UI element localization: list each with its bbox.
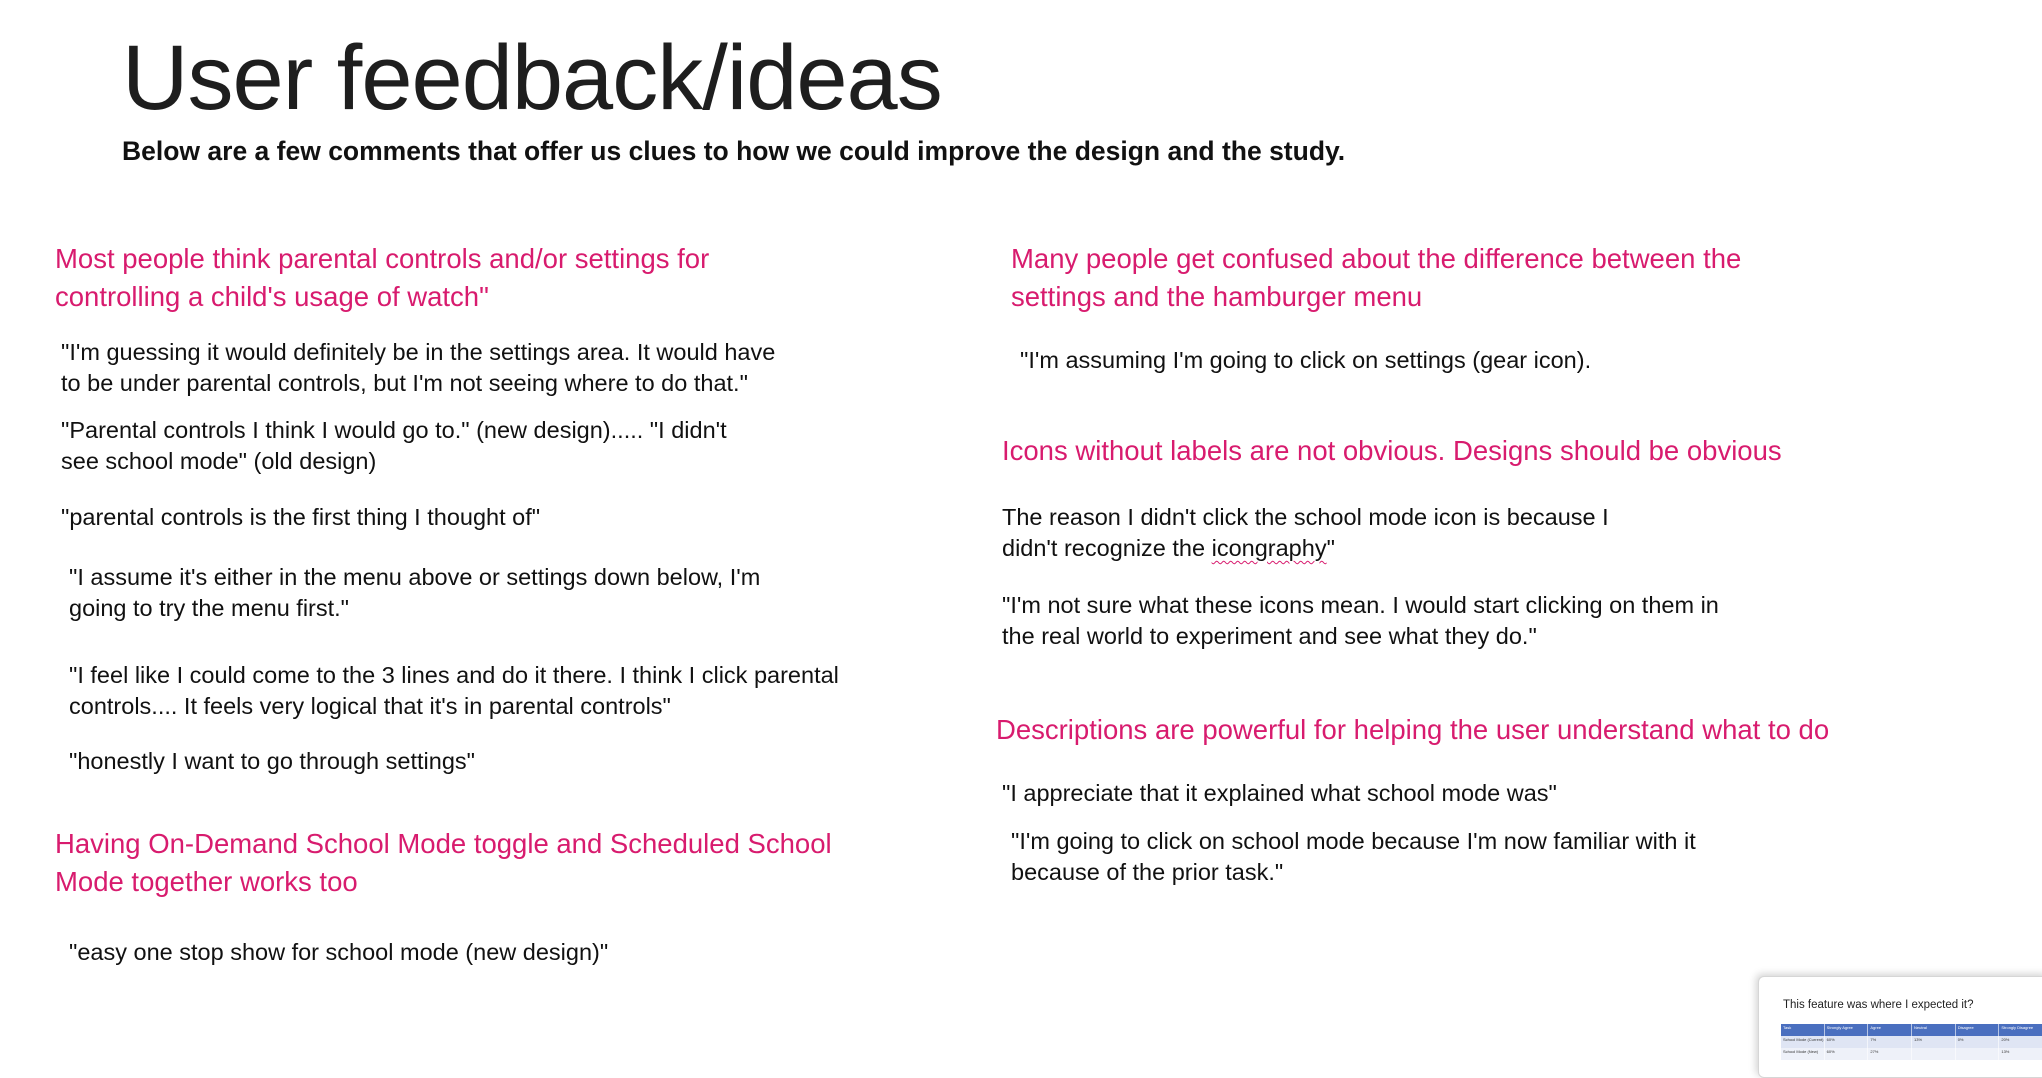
quote-one-stop: "easy one stop show for school mode (new design)": [69, 939, 609, 965]
heading-hamburger-confusion: Many people get confused about the difference between the settings and the hamburger menu: [1011, 243, 1742, 312]
next-slide-thumbnail[interactable]: [1758, 976, 2042, 1078]
quote-gear-icon: "I'm assuming I'm going to click on settings (gear icon).: [1020, 347, 1592, 373]
quote-icons-meaning: "I'm not sure what these icons mean. I would start clicking on them in the real world to experiment and see what they do.": [1002, 592, 1719, 649]
heading-parental-controls: Most people think parental controls and/or settings for controlling a child's usage of watch": [55, 243, 710, 312]
thumbnail-title: This feature was where I expected it?: [1783, 999, 1974, 1011]
misspelled-word: icongraphy: [1211, 535, 1327, 561]
heading-descriptions-powerful: Descriptions are powerful for helping the user understand what to do: [996, 714, 1830, 745]
quote-settings-area: "I'm guessing it would definitely be in the settings area. It would have to be under parental controls, but I'm not seeing where to do that.": [61, 339, 776, 396]
slide-subtitle: Below are a few comments that offer us clues to how we could improve the design and the study.: [122, 136, 1346, 166]
quote-parental-controls-new-design: "Parental controls I think I would go to." (new design)..... "I didn't see school mode" (old design): [61, 417, 727, 474]
heading-icons-without-labels: Icons without labels are not obvious. Designs should be obvious: [1002, 435, 1782, 466]
thumbnail-table: [1781, 1024, 2042, 1060]
table-row: School Mode (New) 60% 27% 13%: [1781, 1048, 2042, 1060]
table-row: School Mode (Current) 60% 7% 13% 0% 20%: [1781, 1036, 2042, 1048]
quote-first-thing: "parental controls is the first thing I thought of": [61, 504, 541, 530]
heading-school-mode-toggle: Having On-Demand School Mode toggle and Scheduled School Mode together works too: [55, 828, 832, 897]
quote-iconography: The reason I didn't click the school mode icon is because I didn't recognize the icongraphy": [1002, 504, 1609, 561]
quote-explained-school-mode: "I appreciate that it explained what school mode was": [1002, 780, 1557, 806]
quote-familiar-prior-task: "I'm going to click on school mode because I'm now familiar with it because of the prior task.": [1011, 828, 1696, 885]
slide-title: User feedback/ideas: [122, 27, 942, 129]
quote-through-settings: "honestly I want to go through settings": [69, 748, 475, 774]
thumbnail-table-header: Task Strongly Agree Agree Neutral Disagree Strongly Disagree: [1781, 1024, 2042, 1036]
quote-three-lines: "I feel like I could come to the 3 lines and do it there. I think I click parental controls.... It feels very logical that it's in parental controls": [69, 662, 839, 719]
quote-menu-or-settings: "I assume it's either in the menu above or settings down below, I'm going to try the menu first.": [69, 564, 761, 621]
